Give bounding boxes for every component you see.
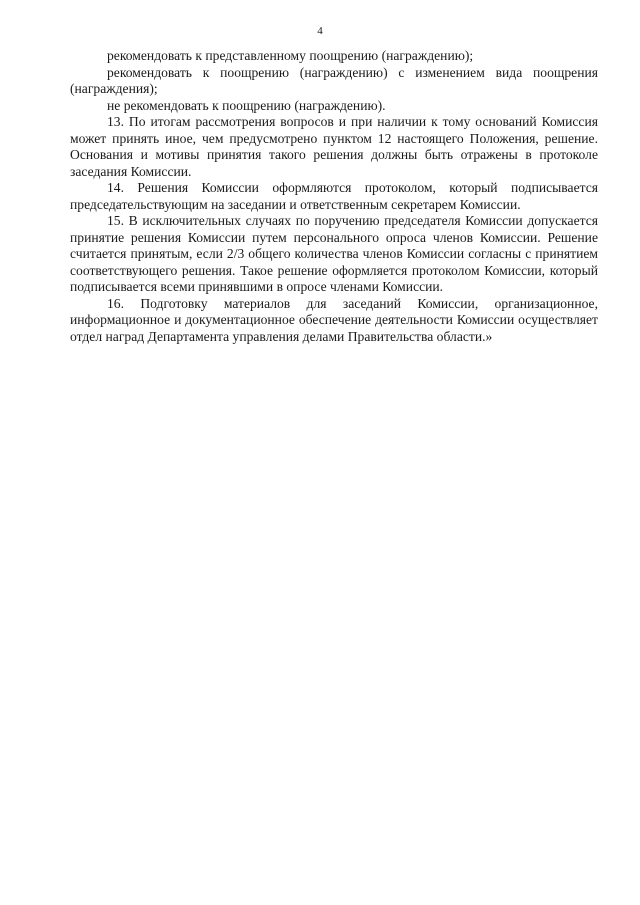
paragraph-item-16: 16. Подготовку материалов для заседаний Комиссии, организационное, информационное и документационное обеспечение деятельности Комиссии осуществляет отдел наград Департамента управления делами Правительства области.» [70, 295, 598, 344]
page-number: 4 [317, 25, 323, 37]
paragraph-item-14: 14. Решения Комиссии оформляются протоколом, который подписывается председательствующим на заседании и ответственным секретарем Комиссии. [70, 180, 598, 212]
paragraph-item-13: 13. По итогам рассмотрения вопросов и при наличии к тому оснований Комиссия может принять иное, чем предусмотрено пунктом 12 настоящего Положения, решение. Основания и мотивы принятия такого решения должны быть отражены в протоколе заседания Комиссии. [70, 114, 598, 179]
paragraph-option-not-recommend: не рекомендовать к поощрению (награждению). [107, 97, 386, 113]
paragraph-option-recommend-change: рекомендовать к поощрению (награждению) с изменением вида поощрения (награждения); [70, 64, 598, 96]
paragraph-option-recommend: рекомендовать к представленному поощрению (награждению); [107, 48, 474, 63]
paragraph-item-15: 15. В исключительных случаях по поручению председателя Комиссии допускается принятие решения Комиссии путем персонального опроса членов Комиссии. Решение считается принятым, если 2/3 общего количества членов Комиссии согласны с принятием соответствующего решения. Такое решение оформляется протоколом Комиссии, который подписывается всеми принявшими в опросе членами Комиссии. [70, 213, 598, 294]
document-body [70, 48, 598, 345]
